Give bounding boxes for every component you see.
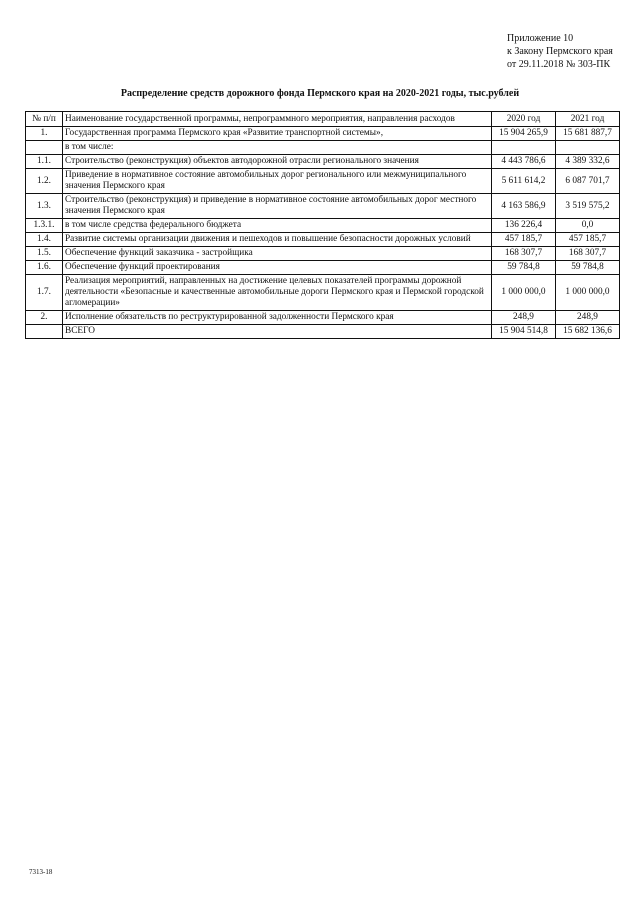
table-row (26, 233, 620, 247)
row-2021: 15 681 887,7 (556, 127, 620, 141)
row-2020: 457 185,7 (492, 233, 556, 247)
row-2021: 15 682 136,6 (556, 325, 620, 339)
appendix-line-3: от 29.11.2018 № 303-ПК (507, 59, 611, 70)
row-num: 1.2. (26, 169, 63, 194)
row-2020: 59 784,8 (492, 261, 556, 275)
appendix-line-2: к Закону Пермского края (507, 46, 613, 57)
row-num: 1.7. (26, 275, 63, 311)
table-row (26, 194, 620, 219)
row-name: Приведение в нормативное состояние автомобильных дорог регионального или межмуниципального значения Пермского края (63, 169, 492, 194)
row-name: Обеспечение функций проектирования (63, 261, 492, 275)
table-row (26, 127, 620, 141)
row-2021: 6 087 701,7 (556, 169, 620, 194)
table-row (26, 169, 620, 194)
row-2021: 457 185,7 (556, 233, 620, 247)
row-2020: 4 163 586,9 (492, 194, 556, 219)
table-row (26, 261, 620, 275)
row-2020: 15 904 514,8 (492, 325, 556, 339)
row-num: 1.6. (26, 261, 63, 275)
header-2021: 2021 год (556, 112, 620, 127)
row-num: 1.3.1. (26, 219, 63, 233)
header-2020: 2020 год (492, 112, 556, 127)
row-name: Исполнение обязательств по реструктурированной задолженности Пермского края (63, 311, 492, 325)
row-num: 1.1. (26, 155, 63, 169)
row-2021 (556, 141, 620, 155)
row-2021: 4 389 332,6 (556, 155, 620, 169)
row-2021: 248,9 (556, 311, 620, 325)
document-code: 7313-18 (29, 868, 53, 876)
appendix-line-1: Приложение 10 (507, 33, 574, 44)
row-name: Строительство (реконструкция) объектов автодорожной отрасли регионального значения (63, 155, 492, 169)
row-num: 1.4. (26, 233, 63, 247)
row-num: 1. (26, 127, 63, 141)
row-name: Строительство (реконструкция) и приведение в нормативное состояние автомобильных дорог местного значения Пермского края (63, 194, 492, 219)
budget-table (25, 111, 620, 339)
row-2020: 248,9 (492, 311, 556, 325)
table-header-row (26, 112, 620, 127)
row-2020: 1 000 000,0 (492, 275, 556, 311)
row-name: ВСЕГО (63, 325, 492, 339)
row-2020: 136 226,4 (492, 219, 556, 233)
table-row (26, 311, 620, 325)
header-name: Наименование государственной программы, непрограммного мероприятия, направления расходов (63, 112, 492, 127)
table-row (26, 155, 620, 169)
row-num: 2. (26, 311, 63, 325)
row-2021: 168 307,7 (556, 247, 620, 261)
table-row (26, 219, 620, 233)
row-2020: 4 443 786,6 (492, 155, 556, 169)
row-num (26, 141, 63, 155)
row-num: 1.3. (26, 194, 63, 219)
row-name: Развитие системы организации движения и пешеходов и повышение безопасности дорожных условий (63, 233, 492, 247)
row-name: в том числе средства федерального бюджета (63, 219, 492, 233)
header-num: № п/п (26, 112, 63, 127)
row-2020 (492, 141, 556, 155)
row-name: Обеспечение функций заказчика - застройщика (63, 247, 492, 261)
row-2020: 5 611 614,2 (492, 169, 556, 194)
row-2021: 59 784,8 (556, 261, 620, 275)
row-2021: 3 519 575,2 (556, 194, 620, 219)
row-2020: 168 307,7 (492, 247, 556, 261)
row-name: Реализация мероприятий, направленных на достижение целевых показателей программы дорожной деятельности «Безопасные и качественные автомобильные дороги Пермского края и Пермской городской агломерации» (63, 275, 492, 311)
row-num (26, 325, 63, 339)
row-2021: 1 000 000,0 (556, 275, 620, 311)
row-2020: 15 904 265,9 (492, 127, 556, 141)
table-total-row (26, 325, 620, 339)
row-name: в том числе: (63, 141, 492, 155)
row-num: 1.5. (26, 247, 63, 261)
row-name: Государственная программа Пермского края «Развитие транспортной системы», (63, 127, 492, 141)
row-2021: 0,0 (556, 219, 620, 233)
table-row (26, 141, 620, 155)
appendix-note (507, 32, 613, 71)
table-row (26, 275, 620, 311)
document-title: Распределение средств дорожного фонда Пермского края на 2020-2021 годы, тыс.рублей (120, 88, 520, 99)
table-row (26, 247, 620, 261)
